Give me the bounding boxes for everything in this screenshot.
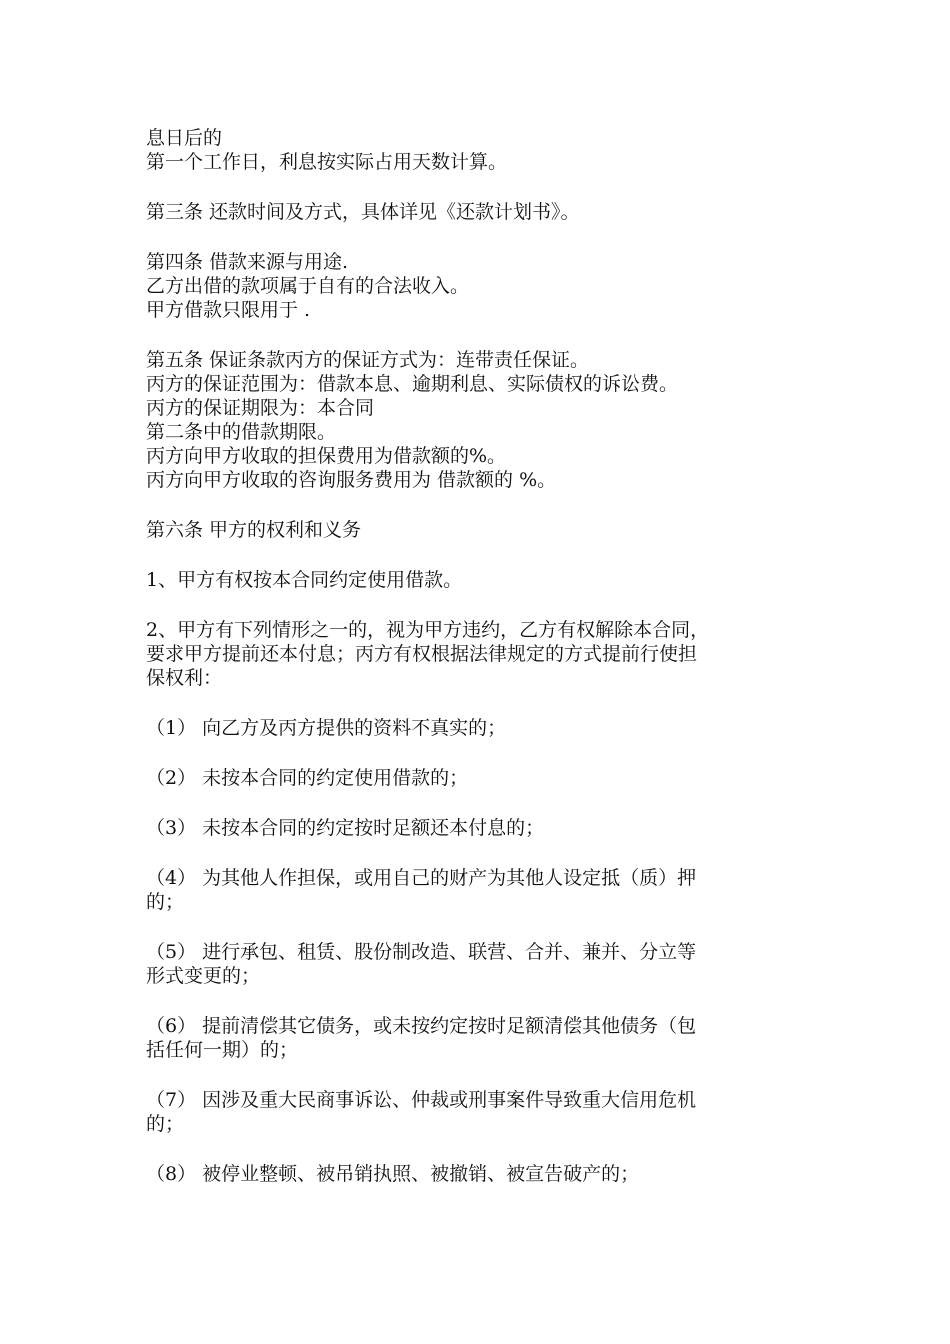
list-item-3 xyxy=(146,816,816,840)
paragraph-gap xyxy=(146,988,816,1014)
text-line: 乙方出借的款项属于自有的合法收入。 xyxy=(146,275,470,297)
text-line: 丙方向甲方收取的担保费用为借款额的%。 xyxy=(146,445,507,467)
list-item-4 xyxy=(146,866,816,914)
list-item-8 xyxy=(146,1162,816,1186)
text-line: 第五条 保证条款丙方的保证方式为：连带责任保证。 xyxy=(146,349,590,371)
text-line: 2、甲方有下列情形之一的，视为甲方违约，乙方有权解除本合同， xyxy=(146,619,710,641)
text-line: 第二条中的借款期限。 xyxy=(146,421,337,443)
article-five xyxy=(146,348,816,492)
text-line: （1） 向乙方及丙方提供的资料不真实的； xyxy=(146,717,507,739)
text-line: 的； xyxy=(146,891,185,913)
list-item-2 xyxy=(146,766,816,790)
text-line: 第三条 还款时间及方式，具体详见《还款计划书》。 xyxy=(146,201,580,223)
paragraph-gap xyxy=(146,690,816,716)
text-line: 丙方向甲方收取的咨询服务费用为 借款额的 %。 xyxy=(146,469,557,491)
text-line: 保权利： xyxy=(146,667,223,689)
article-three xyxy=(146,200,816,224)
text-line: 要求甲方提前还本付息；丙方有权根据法律规定的方式提前行使担 xyxy=(146,643,698,665)
paragraph-gap xyxy=(146,492,816,518)
text-line: 第一个工作日，利息按实际占用天数计算。 xyxy=(146,151,508,173)
text-line: 丙方的保证范围为：借款本息、逾期利息、实际债权的诉讼费。 xyxy=(146,373,679,395)
text-line: （3） 未按本合同的约定按时足额还本付息的； xyxy=(146,817,545,839)
text-line: 括任何一期）的； xyxy=(146,1039,299,1061)
paragraph-gap xyxy=(146,1136,816,1162)
text-line: （8） 被停业整顿、被吊销执照、被撤销、被宣告破产的； xyxy=(146,1163,640,1185)
paragraph-gap xyxy=(146,914,816,940)
document-body xyxy=(146,126,816,1186)
text-line: （5） 进行承包、租赁、股份制改造、联营、合并、兼并、分立等 xyxy=(146,941,697,963)
paragraph-gap xyxy=(146,542,816,568)
text-line: （4） 为其他人作担保，或用自己的财产为其他人设定抵（质）押 xyxy=(146,867,697,889)
text-line: （6） 提前清偿其它债务，或未按约定按时足额清偿其他债务（包 xyxy=(146,1015,697,1037)
text-line: 甲方借款只限用于 . xyxy=(146,299,311,321)
paragraph-gap xyxy=(146,790,816,816)
paragraph-gap xyxy=(146,224,816,250)
paragraph-gap xyxy=(146,1062,816,1088)
text-line: 形式变更的； xyxy=(146,965,261,987)
list-item-6 xyxy=(146,1014,816,1062)
text-line: 的； xyxy=(146,1113,185,1135)
clause-2 xyxy=(146,618,816,690)
text-line: 丙方的保证期限为：本合同 xyxy=(146,397,375,419)
paragraph-gap xyxy=(146,174,816,200)
text-line: 息日后的 xyxy=(146,127,223,149)
paragraph-gap xyxy=(146,592,816,618)
clause-1 xyxy=(146,568,816,592)
text-line: （2） 未按本合同的约定使用借款的； xyxy=(146,767,469,789)
text-line: （7） 因涉及重大民商事诉讼、仲裁或刑事案件导致重大信用危机 xyxy=(146,1089,697,1111)
text-line: 1、甲方有权按本合同约定使用借款。 xyxy=(146,569,463,591)
paragraph-interest xyxy=(146,126,816,174)
article-six-heading xyxy=(146,518,816,542)
list-item-7 xyxy=(146,1088,816,1136)
text-line: 第六条 甲方的权利和义务 xyxy=(146,519,362,541)
list-item-5 xyxy=(146,940,816,988)
article-four xyxy=(146,250,816,322)
list-item-1 xyxy=(146,716,816,740)
paragraph-gap xyxy=(146,322,816,348)
paragraph-gap xyxy=(146,840,816,866)
paragraph-gap xyxy=(146,740,816,766)
text-line: 第四条 借款来源与用途. xyxy=(146,251,349,273)
